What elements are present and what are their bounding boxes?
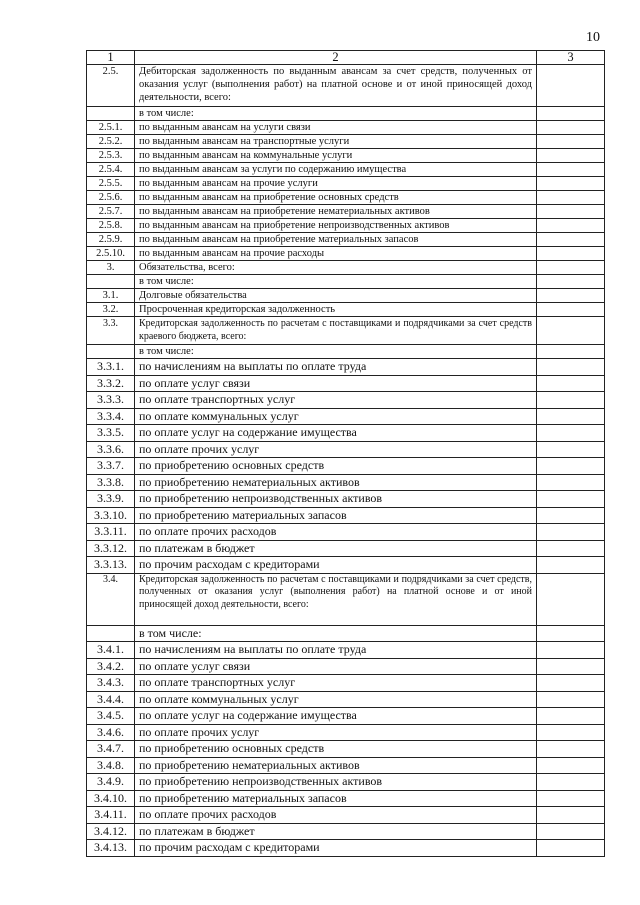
row-value-cell [537, 233, 605, 247]
row-number-cell [87, 625, 135, 642]
row-indicator-cell: по выданным авансам за услуги по содержанию имущества [135, 163, 537, 177]
row-number-cell: 2.5.6. [87, 191, 135, 205]
table-row [87, 205, 605, 219]
row-number-cell: 3.3.11. [87, 524, 135, 541]
column-header-indicator: 2 [135, 51, 537, 65]
row-indicator-cell: по выданным авансам на приобретение основных средств [135, 191, 537, 205]
table-row [87, 724, 605, 741]
table-row [87, 233, 605, 247]
row-value-cell [537, 65, 605, 107]
row-number-cell: 3.4. [87, 573, 135, 625]
row-number-cell: 3.4.13. [87, 840, 135, 857]
table-row [87, 540, 605, 557]
row-value-cell [537, 441, 605, 458]
row-value-cell [537, 625, 605, 642]
row-number-cell: 3.4.4. [87, 691, 135, 708]
row-indicator-cell: по выданным авансам на приобретение нематериальных активов [135, 205, 537, 219]
row-value-cell [537, 675, 605, 692]
row-value-cell [537, 474, 605, 491]
table-row [87, 149, 605, 163]
row-indicator-cell: по оплате услуг на содержание имущества [135, 708, 537, 725]
row-indicator-cell: по оплате прочих расходов [135, 524, 537, 541]
row-value-cell [537, 303, 605, 317]
row-value-cell [537, 289, 605, 303]
row-number-cell: 3.4.8. [87, 757, 135, 774]
row-value-cell [537, 540, 605, 557]
row-value-cell [537, 524, 605, 541]
table-row [87, 557, 605, 574]
row-value-cell [537, 708, 605, 725]
row-indicator-cell: по приобретению нематериальных активов [135, 474, 537, 491]
table-row [87, 163, 605, 177]
table-row [87, 757, 605, 774]
column-header-value: 3 [537, 51, 605, 65]
row-value-cell [537, 107, 605, 121]
indicators-table [86, 50, 605, 857]
row-indicator-cell: Кредиторская задолженность по расчетам с поставщиками и подрядчиками за счет средств краевого бюджета, всего: [135, 317, 537, 345]
row-value-cell [537, 840, 605, 857]
row-number-cell: 3.3.10. [87, 507, 135, 524]
table-row [87, 408, 605, 425]
row-number-cell: 3.4.1. [87, 642, 135, 659]
column-header-number: 1 [87, 51, 135, 65]
table-row [87, 708, 605, 725]
row-value-cell [537, 741, 605, 758]
row-indicator-cell: по оплате прочих услуг [135, 724, 537, 741]
table-row [87, 303, 605, 317]
table-row [87, 491, 605, 508]
row-number-cell: 2.5.8. [87, 219, 135, 233]
table-row [87, 458, 605, 475]
row-indicator-cell: по оплате транспортных услуг [135, 675, 537, 692]
table-row [87, 441, 605, 458]
row-value-cell [537, 247, 605, 261]
row-indicator-cell: по начислениям на выплаты по оплате труда [135, 359, 537, 376]
row-number-cell: 3.3.8. [87, 474, 135, 491]
table-row [87, 191, 605, 205]
row-value-cell [537, 275, 605, 289]
row-indicator-cell: по приобретению основных средств [135, 458, 537, 475]
row-value-cell [537, 458, 605, 475]
row-number-cell: 3.3.1. [87, 359, 135, 376]
table-row [87, 65, 605, 107]
row-indicator-cell: по оплате услуг связи [135, 658, 537, 675]
table-row [87, 507, 605, 524]
row-indicator-cell: в том числе: [135, 107, 537, 121]
row-indicator-cell: по платежам в бюджет [135, 540, 537, 557]
row-indicator-cell: в том числе: [135, 275, 537, 289]
row-value-cell [537, 807, 605, 824]
table-row [87, 121, 605, 135]
table-row [87, 774, 605, 791]
row-value-cell [537, 163, 605, 177]
row-value-cell [537, 317, 605, 345]
table-row [87, 840, 605, 857]
table-row [87, 524, 605, 541]
table-row [87, 135, 605, 149]
row-number-cell: 2.5.4. [87, 163, 135, 177]
row-indicator-cell: по оплате прочих расходов [135, 807, 537, 824]
row-number-cell: 2.5.5. [87, 177, 135, 191]
row-value-cell [537, 177, 605, 191]
row-indicator-cell: по прочим расходам с кредиторами [135, 840, 537, 857]
row-indicator-cell: по приобретению нематериальных активов [135, 757, 537, 774]
row-value-cell [537, 823, 605, 840]
row-indicator-cell: по выданным авансам на транспортные услуги [135, 135, 537, 149]
row-number-cell: 3.3.2. [87, 375, 135, 392]
row-indicator-cell: по приобретению материальных запасов [135, 507, 537, 524]
table-row [87, 261, 605, 275]
row-value-cell [537, 724, 605, 741]
row-indicator-cell: по платежам в бюджет [135, 823, 537, 840]
row-indicator-cell: по оплате транспортных услуг [135, 392, 537, 409]
row-value-cell [537, 557, 605, 574]
row-number-cell: 3.3.13. [87, 557, 135, 574]
row-number-cell: 3.4.7. [87, 741, 135, 758]
row-number-cell: 3.3.6. [87, 441, 135, 458]
row-number-cell: 3.3.7. [87, 458, 135, 475]
row-value-cell [537, 392, 605, 409]
row-value-cell [537, 121, 605, 135]
row-number-cell: 3.4.6. [87, 724, 135, 741]
table-row [87, 642, 605, 659]
row-value-cell [537, 658, 605, 675]
row-number-cell: 3.4.3. [87, 675, 135, 692]
row-indicator-cell: по выданным авансам на приобретение непроизводственных активов [135, 219, 537, 233]
row-number-cell: 3.3.3. [87, 392, 135, 409]
table-row [87, 177, 605, 191]
row-value-cell [537, 774, 605, 791]
row-indicator-cell: по выданным авансам на прочие услуги [135, 177, 537, 191]
row-value-cell [537, 205, 605, 219]
header-row [87, 51, 605, 65]
row-number-cell [87, 107, 135, 121]
table-row [87, 345, 605, 359]
row-indicator-cell: по приобретению непроизводственных активов [135, 774, 537, 791]
table-row [87, 658, 605, 675]
table-row [87, 807, 605, 824]
row-value-cell [537, 507, 605, 524]
row-indicator-cell: по выданным авансам на прочие расходы [135, 247, 537, 261]
row-number-cell: 2.5.2. [87, 135, 135, 149]
row-indicator-cell: по оплате услуг связи [135, 375, 537, 392]
table-row [87, 573, 605, 625]
row-indicator-cell: по выданным авансам на услуги связи [135, 121, 537, 135]
row-value-cell [537, 573, 605, 625]
row-indicator-cell: Просроченная кредиторская задолженность [135, 303, 537, 317]
row-indicator-cell: по приобретению основных средств [135, 741, 537, 758]
row-value-cell [537, 149, 605, 163]
page-number: 10 [586, 30, 600, 45]
row-number-cell: 3.4.9. [87, 774, 135, 791]
row-value-cell [537, 135, 605, 149]
row-value-cell [537, 642, 605, 659]
row-indicator-cell: Долговые обязательства [135, 289, 537, 303]
table-row [87, 425, 605, 442]
table-row [87, 375, 605, 392]
row-number-cell: 2.5.9. [87, 233, 135, 247]
row-value-cell [537, 191, 605, 205]
row-number-cell: 3.4.12. [87, 823, 135, 840]
table-row [87, 317, 605, 345]
table-row [87, 289, 605, 303]
row-value-cell [537, 359, 605, 376]
row-number-cell: 3.4.11. [87, 807, 135, 824]
row-number-cell: 3.4.10. [87, 790, 135, 807]
row-value-cell [537, 345, 605, 359]
row-number-cell: 3. [87, 261, 135, 275]
table-row [87, 247, 605, 261]
table-row [87, 691, 605, 708]
row-value-cell [537, 790, 605, 807]
row-indicator-cell: по прочим расходам с кредиторами [135, 557, 537, 574]
row-indicator-cell: в том числе: [135, 625, 537, 642]
row-indicator-cell: по приобретению непроизводственных активов [135, 491, 537, 508]
row-number-cell [87, 275, 135, 289]
row-indicator-cell: по оплате коммунальных услуг [135, 408, 537, 425]
row-indicator-cell: по оплате прочих услуг [135, 441, 537, 458]
row-number-cell: 2.5.7. [87, 205, 135, 219]
table-row [87, 625, 605, 642]
row-number-cell: 3.1. [87, 289, 135, 303]
row-indicator-cell: Кредиторская задолженность по расчетам с поставщиками и подрядчиками за счет средств, полученных от оказания услуг (выполнения работ) на платной основе и от иной приносящей доход деятельности, всего: [135, 573, 537, 625]
row-value-cell [537, 691, 605, 708]
row-number-cell [87, 345, 135, 359]
row-number-cell: 3.2. [87, 303, 135, 317]
table-body [87, 65, 605, 857]
table-row [87, 474, 605, 491]
table-row [87, 275, 605, 289]
table-row [87, 823, 605, 840]
row-value-cell [537, 261, 605, 275]
table-row [87, 790, 605, 807]
row-number-cell: 3.3. [87, 317, 135, 345]
row-number-cell: 3.3.4. [87, 408, 135, 425]
row-number-cell: 2.5. [87, 65, 135, 107]
row-value-cell [537, 375, 605, 392]
row-number-cell: 3.4.5. [87, 708, 135, 725]
row-indicator-cell: по начислениям на выплаты по оплате труда [135, 642, 537, 659]
row-value-cell [537, 408, 605, 425]
row-indicator-cell: по выданным авансам на коммунальные услуги [135, 149, 537, 163]
row-value-cell [537, 425, 605, 442]
table-row [87, 359, 605, 376]
row-value-cell [537, 757, 605, 774]
row-indicator-cell: по выданным авансам на приобретение материальных запасов [135, 233, 537, 247]
row-indicator-cell: в том числе: [135, 345, 537, 359]
row-number-cell: 2.5.10. [87, 247, 135, 261]
row-indicator-cell: Дебиторская задолженность по выданным авансам за счет средств, полученных от оказания услуг (выполнения работ) на платной основе и от иной приносящей доход деятельности, всего: [135, 65, 537, 107]
row-indicator-cell: Обязательства, всего: [135, 261, 537, 275]
row-indicator-cell: по приобретению материальных запасов [135, 790, 537, 807]
row-number-cell: 3.4.2. [87, 658, 135, 675]
table-row [87, 107, 605, 121]
row-indicator-cell: по оплате коммунальных услуг [135, 691, 537, 708]
row-number-cell: 2.5.1. [87, 121, 135, 135]
row-indicator-cell: по оплате услуг на содержание имущества [135, 425, 537, 442]
table-row [87, 219, 605, 233]
table-row [87, 392, 605, 409]
row-number-cell: 2.5.3. [87, 149, 135, 163]
row-value-cell [537, 219, 605, 233]
row-number-cell: 3.3.12. [87, 540, 135, 557]
row-number-cell: 3.3.5. [87, 425, 135, 442]
table-row [87, 675, 605, 692]
row-number-cell: 3.3.9. [87, 491, 135, 508]
row-value-cell [537, 491, 605, 508]
table-row [87, 741, 605, 758]
